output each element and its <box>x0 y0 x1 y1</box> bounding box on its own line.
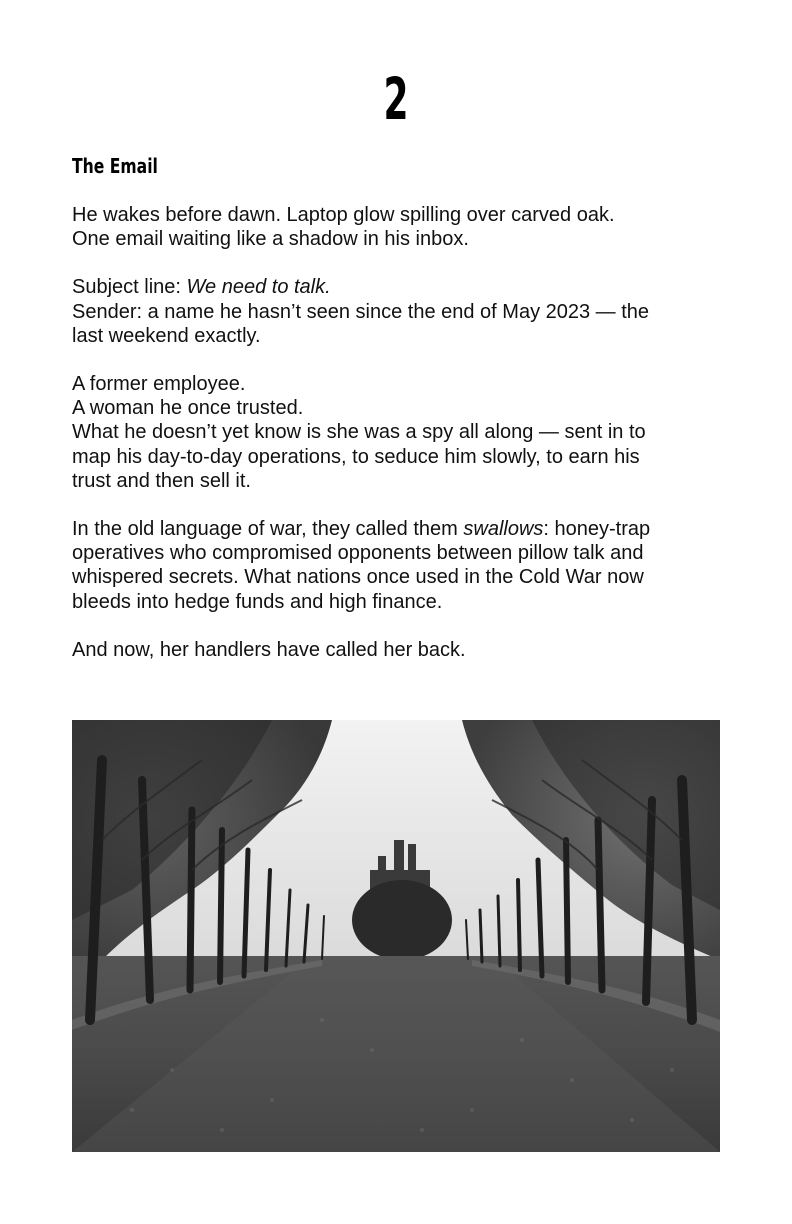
text-line: bleeds into hedge funds and high finance. <box>72 590 443 613</box>
avenue-photo-illustration <box>72 720 720 1152</box>
text-line: One email waiting like a shadow in his inbox. <box>72 228 469 251</box>
subject-label: Subject line: <box>72 276 187 299</box>
paragraph-1 <box>72 203 732 251</box>
text-line: A woman he once trusted. <box>72 397 304 420</box>
text-line: A former employee. <box>72 373 246 396</box>
text-line: map his day-to-day operations, to seduce him slowly, to earn his <box>72 445 640 468</box>
avenue-photo <box>72 720 720 1152</box>
text-line: What he doesn’t yet know is she was a spy all along — sent in to <box>72 421 646 444</box>
paragraph-2 <box>72 275 732 348</box>
text-segment: In the old language of war, they called them <box>72 518 464 541</box>
text-line: He wakes before dawn. Laptop glow spilling over carved oak. <box>72 204 615 226</box>
text-line: last weekend exactly. <box>72 324 261 347</box>
subject-value: We need to talk. <box>186 276 331 299</box>
subject-line <box>72 275 732 299</box>
paragraph-3 <box>72 372 732 493</box>
text-segment: : honey-trap <box>543 518 651 541</box>
emphasis-swallows: swallows <box>463 518 544 541</box>
text-line: And now, her handlers have called her back. <box>72 638 466 661</box>
text-line <box>72 517 732 541</box>
paragraph-4 <box>72 517 732 614</box>
text-line: whispered secrets. What nations once used in the Cold War now <box>72 566 644 589</box>
paragraph-5 <box>72 638 732 662</box>
chapter-number: 2 <box>383 65 409 133</box>
text-line: operatives who compromised opponents between pillow talk and <box>72 542 644 565</box>
text-line: trust and then sell it. <box>72 469 251 492</box>
chapter-title: The Email <box>72 154 158 178</box>
text-line: Sender: a name he hasn’t seen since the end of May 2023 — the <box>72 300 650 323</box>
chapter-body <box>72 203 732 686</box>
